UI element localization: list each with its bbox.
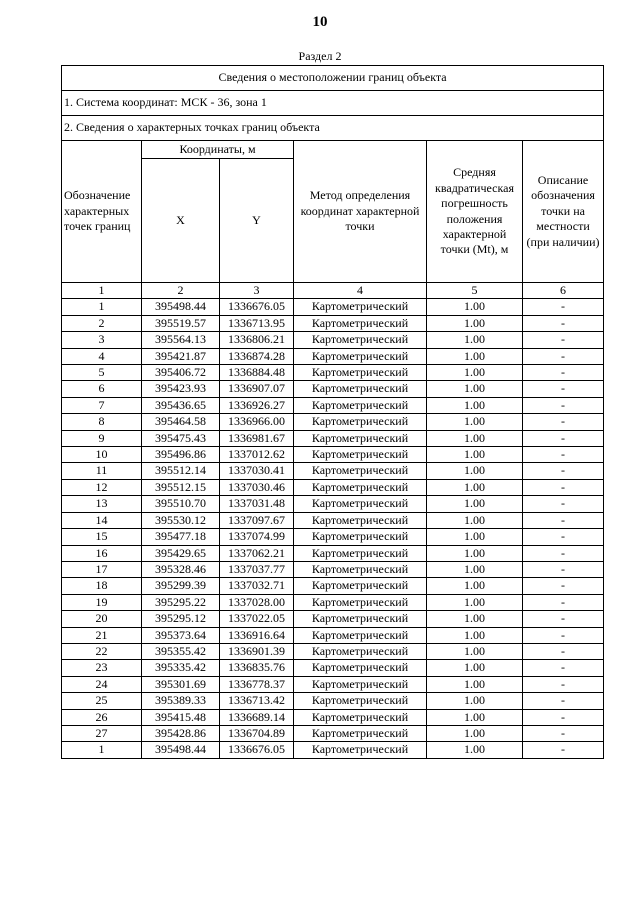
cell-point: 15 (62, 529, 142, 545)
cell-method: Картометрический (294, 447, 427, 463)
cell-method: Картометрический (294, 463, 427, 479)
cell-method: Картометрический (294, 365, 427, 381)
cell-y: 1337097.67 (220, 512, 294, 528)
cell-description: - (523, 315, 604, 331)
page-number: 10 (312, 14, 328, 30)
cell-y: 1336778.37 (220, 676, 294, 692)
cell-description: - (523, 430, 604, 446)
cell-method: Картометрический (294, 512, 427, 528)
cell-point: 6 (62, 381, 142, 397)
cell-x: 395436.65 (142, 397, 220, 413)
table-row (62, 299, 604, 315)
table-row (62, 332, 604, 348)
column-number: 2 (142, 283, 220, 299)
cell-description: - (523, 463, 604, 479)
cell-x: 395389.33 (142, 693, 220, 709)
cell-description: - (523, 725, 604, 741)
cell-description: - (523, 643, 604, 659)
cell-x: 395406.72 (142, 365, 220, 381)
cell-error: 1.00 (427, 414, 523, 430)
cell-description: - (523, 496, 604, 512)
cell-x: 395328.46 (142, 561, 220, 577)
points-title-row (62, 116, 604, 141)
cell-method: Картометрический (294, 725, 427, 741)
cell-point: 22 (62, 643, 142, 659)
cell-description: - (523, 332, 604, 348)
cell-x: 395355.42 (142, 643, 220, 659)
cell-x: 395421.87 (142, 348, 220, 364)
cell-description: - (523, 742, 604, 758)
cell-method: Картометрический (294, 414, 427, 430)
cell-method: Картометрический (294, 611, 427, 627)
cell-y: 1336713.42 (220, 693, 294, 709)
cell-method: Картометрический (294, 529, 427, 545)
cell-error: 1.00 (427, 348, 523, 364)
cell-description: - (523, 299, 604, 315)
cell-y: 1336874.28 (220, 348, 294, 364)
cell-error: 1.00 (427, 365, 523, 381)
cell-x: 395415.48 (142, 709, 220, 725)
table-row (62, 643, 604, 659)
cell-x: 395477.18 (142, 529, 220, 545)
cell-method: Картометрический (294, 578, 427, 594)
cell-description: - (523, 381, 604, 397)
cell-point: 1 (62, 742, 142, 758)
cell-x: 395512.15 (142, 479, 220, 495)
cell-y: 1337031.48 (220, 496, 294, 512)
cell-method: Картометрический (294, 332, 427, 348)
column-number: 4 (294, 283, 427, 299)
table-row (62, 348, 604, 364)
cell-description: - (523, 578, 604, 594)
cell-x: 395519.57 (142, 315, 220, 331)
cell-description: - (523, 594, 604, 610)
cell-y: 1336901.39 (220, 643, 294, 659)
cell-description: - (523, 414, 604, 430)
cell-error: 1.00 (427, 594, 523, 610)
table-row (62, 381, 604, 397)
table-row (62, 611, 604, 627)
cell-point: 5 (62, 365, 142, 381)
cell-point: 10 (62, 447, 142, 463)
cell-error: 1.00 (427, 315, 523, 331)
table-row (62, 463, 604, 479)
cell-x: 395498.44 (142, 299, 220, 315)
cell-method: Картометрический (294, 627, 427, 643)
table-row (62, 693, 604, 709)
points-title: 2. Сведения о характерных точках границ объекта (62, 116, 604, 141)
cell-description: - (523, 529, 604, 545)
cell-method: Картометрический (294, 348, 427, 364)
cell-method: Картометрический (294, 381, 427, 397)
cell-y: 1336835.76 (220, 660, 294, 676)
cell-x: 395512.14 (142, 463, 220, 479)
header-row-top (62, 141, 604, 159)
cell-description: - (523, 397, 604, 413)
cell-error: 1.00 (427, 578, 523, 594)
header-point: Обозначение характерных точек границ (62, 141, 142, 283)
cell-x: 395428.86 (142, 725, 220, 741)
cell-x: 395498.44 (142, 742, 220, 758)
cell-point: 1 (62, 299, 142, 315)
cell-y: 1337062.21 (220, 545, 294, 561)
cell-description: - (523, 479, 604, 495)
cell-point: 7 (62, 397, 142, 413)
cell-y: 1336676.05 (220, 299, 294, 315)
cell-y: 1336907.07 (220, 381, 294, 397)
table-row (62, 447, 604, 463)
table-title: Сведения о местоположении границ объекта (62, 66, 604, 91)
table-row (62, 496, 604, 512)
cell-y: 1336981.67 (220, 430, 294, 446)
table-row (62, 676, 604, 692)
cell-x: 395564.13 (142, 332, 220, 348)
table-row (62, 578, 604, 594)
cell-x: 395301.69 (142, 676, 220, 692)
cell-point: 12 (62, 479, 142, 495)
cell-description: - (523, 365, 604, 381)
table-row (62, 594, 604, 610)
cell-error: 1.00 (427, 512, 523, 528)
cell-point: 27 (62, 725, 142, 741)
cell-y: 1336676.05 (220, 742, 294, 758)
header-x: X (142, 159, 220, 283)
column-number: 6 (523, 283, 604, 299)
cell-error: 1.00 (427, 643, 523, 659)
cell-point: 24 (62, 676, 142, 692)
cell-y: 1337022.05 (220, 611, 294, 627)
cell-method: Картометрический (294, 676, 427, 692)
table-row (62, 545, 604, 561)
cell-point: 8 (62, 414, 142, 430)
column-number-row (62, 283, 604, 299)
cell-error: 1.00 (427, 611, 523, 627)
table-row (62, 529, 604, 545)
cell-y: 1336966.00 (220, 414, 294, 430)
cell-method: Картометрический (294, 496, 427, 512)
cell-y: 1336926.27 (220, 397, 294, 413)
cell-error: 1.00 (427, 332, 523, 348)
cell-point: 21 (62, 627, 142, 643)
cell-y: 1337074.99 (220, 529, 294, 545)
cell-error: 1.00 (427, 479, 523, 495)
cell-error: 1.00 (427, 627, 523, 643)
cell-x: 395530.12 (142, 512, 220, 528)
cell-point: 4 (62, 348, 142, 364)
section-label: Раздел 2 (298, 49, 342, 63)
column-number: 5 (427, 283, 523, 299)
table-row (62, 709, 604, 725)
cell-point: 26 (62, 709, 142, 725)
cell-description: - (523, 545, 604, 561)
cell-error: 1.00 (427, 463, 523, 479)
cell-description: - (523, 693, 604, 709)
cell-method: Картометрический (294, 315, 427, 331)
cell-method: Картометрический (294, 397, 427, 413)
cell-method: Картометрический (294, 742, 427, 758)
cell-x: 395429.65 (142, 545, 220, 561)
cell-description: - (523, 676, 604, 692)
cell-description: - (523, 611, 604, 627)
cell-x: 395423.93 (142, 381, 220, 397)
cell-error: 1.00 (427, 725, 523, 741)
cell-method: Картометрический (294, 561, 427, 577)
cell-point: 11 (62, 463, 142, 479)
cell-y: 1336916.64 (220, 627, 294, 643)
cell-x: 395373.64 (142, 627, 220, 643)
cell-method: Картометрический (294, 299, 427, 315)
cell-x: 395464.58 (142, 414, 220, 430)
cell-y: 1337030.46 (220, 479, 294, 495)
table-row (62, 315, 604, 331)
cell-description: - (523, 660, 604, 676)
coord-system: 1. Система координат: МСК - 36, зона 1 (62, 91, 604, 116)
header-method: Метод определения координат характерной точки (294, 141, 427, 283)
cell-error: 1.00 (427, 742, 523, 758)
cell-error: 1.00 (427, 561, 523, 577)
table-row (62, 365, 604, 381)
cell-description: - (523, 512, 604, 528)
coord-system-row (62, 91, 604, 116)
cell-method: Картометрический (294, 479, 427, 495)
cell-description: - (523, 709, 604, 725)
header-error: Средняя квадратическая погрешность положения характерной точки (Mt), м (427, 141, 523, 283)
cell-error: 1.00 (427, 381, 523, 397)
cell-y: 1336806.21 (220, 332, 294, 348)
cell-description: - (523, 561, 604, 577)
cell-point: 23 (62, 660, 142, 676)
cell-method: Картометрический (294, 594, 427, 610)
table-row (62, 512, 604, 528)
table-row (62, 627, 604, 643)
cell-y: 1337032.71 (220, 578, 294, 594)
column-number: 1 (62, 283, 142, 299)
cell-description: - (523, 348, 604, 364)
cell-y: 1336689.14 (220, 709, 294, 725)
cell-method: Картометрический (294, 430, 427, 446)
cell-error: 1.00 (427, 545, 523, 561)
table-row (62, 561, 604, 577)
cell-point: 25 (62, 693, 142, 709)
header-y: Y (220, 159, 294, 283)
table-title-row (62, 66, 604, 91)
table-row (62, 479, 604, 495)
cell-description: - (523, 627, 604, 643)
cell-method: Картометрический (294, 693, 427, 709)
boundary-points-table (61, 65, 604, 759)
cell-error: 1.00 (427, 430, 523, 446)
cell-error: 1.00 (427, 447, 523, 463)
cell-y: 1337012.62 (220, 447, 294, 463)
cell-point: 20 (62, 611, 142, 627)
cell-point: 13 (62, 496, 142, 512)
cell-error: 1.00 (427, 676, 523, 692)
cell-x: 395496.86 (142, 447, 220, 463)
cell-y: 1337030.41 (220, 463, 294, 479)
cell-y: 1336704.89 (220, 725, 294, 741)
cell-error: 1.00 (427, 660, 523, 676)
table-row (62, 742, 604, 758)
cell-x: 395295.22 (142, 594, 220, 610)
cell-y: 1336713.95 (220, 315, 294, 331)
cell-point: 18 (62, 578, 142, 594)
cell-error: 1.00 (427, 709, 523, 725)
cell-point: 9 (62, 430, 142, 446)
header-description: Описание обозначения точки на местности (при наличии) (523, 141, 604, 283)
cell-error: 1.00 (427, 496, 523, 512)
cell-x: 395475.43 (142, 430, 220, 446)
header-coords: Координаты, м (142, 141, 294, 159)
cell-x: 395510.70 (142, 496, 220, 512)
cell-point: 2 (62, 315, 142, 331)
cell-point: 16 (62, 545, 142, 561)
cell-error: 1.00 (427, 693, 523, 709)
cell-error: 1.00 (427, 299, 523, 315)
cell-method: Картометрический (294, 660, 427, 676)
cell-point: 19 (62, 594, 142, 610)
table-row (62, 414, 604, 430)
cell-method: Картометрический (294, 709, 427, 725)
cell-point: 17 (62, 561, 142, 577)
cell-x: 395295.12 (142, 611, 220, 627)
table-row (62, 397, 604, 413)
cell-y: 1337028.00 (220, 594, 294, 610)
cell-error: 1.00 (427, 397, 523, 413)
cell-description: - (523, 447, 604, 463)
cell-point: 14 (62, 512, 142, 528)
cell-y: 1337037.77 (220, 561, 294, 577)
table-row (62, 660, 604, 676)
table-row (62, 430, 604, 446)
cell-x: 395299.39 (142, 578, 220, 594)
cell-method: Картометрический (294, 643, 427, 659)
table-body (62, 299, 604, 758)
cell-error: 1.00 (427, 529, 523, 545)
column-number: 3 (220, 283, 294, 299)
cell-point: 3 (62, 332, 142, 348)
cell-y: 1336884.48 (220, 365, 294, 381)
table-row (62, 725, 604, 741)
cell-method: Картометрический (294, 545, 427, 561)
cell-x: 395335.42 (142, 660, 220, 676)
